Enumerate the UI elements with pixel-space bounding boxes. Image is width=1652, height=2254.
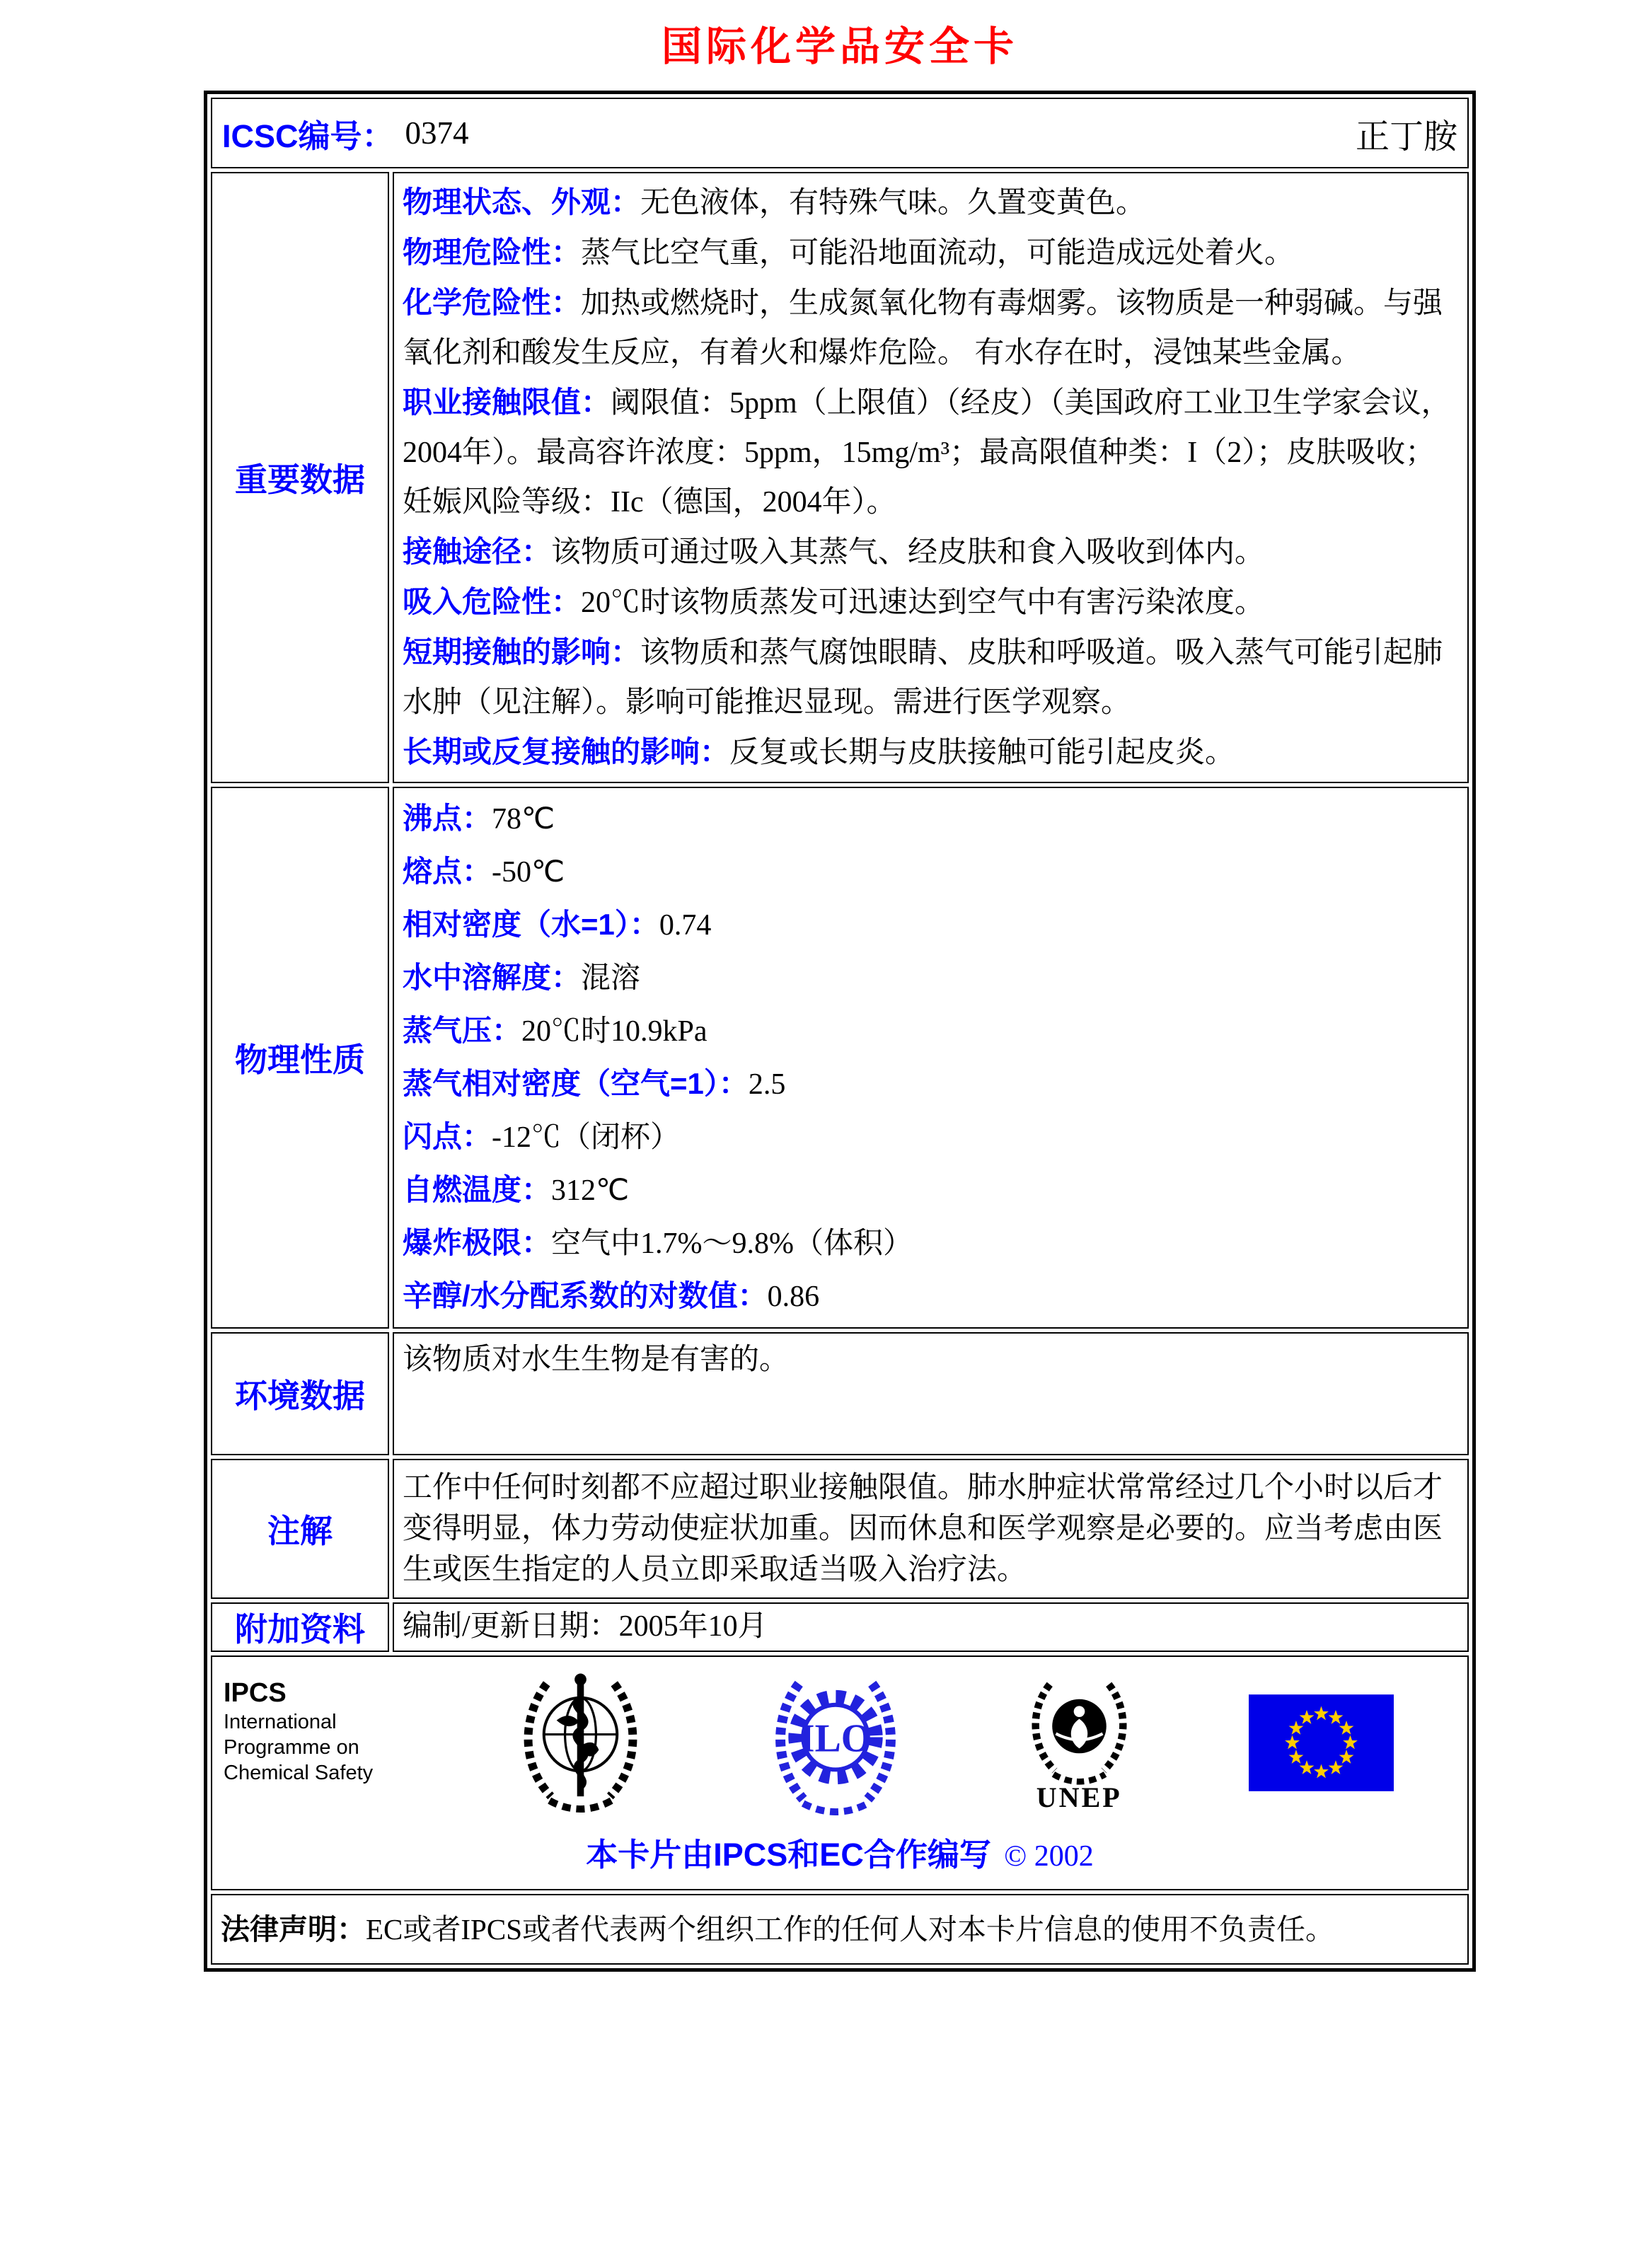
physical-property-item: 闪点：-12℃（闭杯） (403, 1120, 681, 1154)
page-title: 国际化学品安全卡 (662, 25, 1018, 69)
section-label-notes: 注解 (211, 1459, 389, 1599)
notes-content (393, 1459, 1469, 1599)
notes-text: 工作中任何时刻都不应超过职业接触限值。肺水肿症状常常经过几个小时以后才变得明显，体力劳动使症状加重。因而休息和医学观察是必要的。应当考虑由医生或医生指定的人员立即采取适当吸入治疗法。 (403, 1472, 1443, 1586)
copyright-text: © 2002 (1004, 1840, 1094, 1873)
ipcs-line: Programme on (224, 1736, 359, 1759)
physical-property-item: 相对密度（水=1）：0.74 (403, 908, 712, 942)
physical-property-item: 爆炸极限：空气中1.7%～9.8%（体积） (403, 1226, 913, 1260)
important-data-item: 物理状态、外观：无色液体，有特殊气味。久置变黄色。 (403, 185, 1146, 219)
legal-label: 法律声明： (221, 1913, 366, 1946)
physical-property-item: 蒸气压：20℃时10.9kPa (403, 1014, 707, 1048)
legal-text: EC或者IPCS或者代表两个组织工作的任何人对本卡片信息的使用不负责任。 (366, 1913, 1334, 1946)
icsc-number-label: ICSC编号： (222, 117, 394, 154)
credit-text: 本卡片由IPCS和EC合作编写 (586, 1837, 991, 1873)
ilo-letters: ILO (799, 1716, 872, 1761)
physical-property-item: 蒸气相对密度（空气=1）：2.5 (403, 1067, 786, 1101)
chemical-name: 正丁胺 (1355, 117, 1457, 156)
important-data-item: 物理危险性：蒸气比空气重，可能沿地面流动，可能造成远处着火。 (403, 236, 1295, 270)
icsc-table (204, 91, 1476, 1972)
physical-property-item: 水中溶解度：混溶 (403, 961, 641, 995)
ipcs-title: IPCS (224, 1678, 287, 1708)
unep-emblem-icon (1017, 1675, 1141, 1812)
logos-cell (211, 1655, 1469, 1890)
additional-info-content (393, 1602, 1469, 1652)
physical-property-item: 熔点：-50℃ (403, 855, 565, 889)
section-label-additional-info: 附加资料 (211, 1602, 389, 1652)
credit-line (212, 1829, 1467, 1875)
physical-property-item: 自燃温度：312℃ (403, 1173, 630, 1207)
notes-row (211, 1459, 1469, 1599)
section-label-physical-properties: 物理性质 (211, 787, 389, 1329)
physical-property-item: 沸点：78℃ (403, 802, 555, 836)
physical-properties-content (393, 787, 1469, 1329)
ipcs-line: Chemical Safety (224, 1762, 374, 1784)
physical-properties-row (211, 787, 1469, 1329)
icsc-number-value: 0374 (405, 115, 469, 151)
important-data-item: 职业接触限值：阈限值：5ppm（上限值）（经皮）（美国政府工业卫生学家会议，2004年）。最高容许浓度：5ppm，15mg/m³；最高限值种类：I（2）；皮肤吸收；妊娠风险等级：IIc（德国，2004年）。 (403, 386, 1451, 519)
important-data-item: 短期接触的影响：该物质和蒸气腐蚀眼睛、皮肤和呼吸道。吸入蒸气可能引起肺水肿（见注解）。影响可能推迟显现。需进行医学观察。 (403, 635, 1443, 719)
legal-cell (211, 1894, 1469, 1965)
important-data-row (211, 172, 1469, 783)
environmental-data-content (393, 1332, 1469, 1455)
additional-info-text: 编制/更新日期：2005年10月 (403, 1610, 768, 1643)
header-row (211, 98, 1469, 168)
ilo-emblem-icon (761, 1667, 910, 1819)
important-data-item: 化学危险性：加热或燃烧时，生成氮氧化物有毒烟雾。该物质是一种弱碱。与强氧化剂和酸发生反应，有着火和爆炸危险。 有水存在时，浸蚀某些金属。 (403, 286, 1443, 369)
environmental-data-row (211, 1332, 1469, 1455)
section-label-environmental-data: 环境数据 (211, 1332, 389, 1455)
ipcs-text-block (224, 1667, 400, 1786)
ipcs-line: International (224, 1711, 337, 1733)
logos-row (211, 1655, 1469, 1890)
header-cell (211, 98, 1469, 168)
who-emblem-icon (508, 1667, 653, 1819)
important-data-content (393, 172, 1469, 783)
section-label-important-data: 重要数据 (211, 172, 389, 783)
legal-row (211, 1894, 1469, 1965)
eu-flag-icon (1249, 1694, 1394, 1791)
environmental-data-text: 该物质对水生生物是有害的。 (403, 1343, 790, 1376)
physical-property-item: 辛醇/水分配系数的对数值：0.86 (403, 1279, 820, 1313)
unep-wordmark: UNEP (1036, 1781, 1122, 1813)
important-data-item: 接触途径：该物质可通过吸入其蒸气、经皮肤和食入吸收到体内。 (403, 535, 1265, 569)
additional-info-row (211, 1602, 1469, 1652)
important-data-item: 吸入危险性：20℃时该物质蒸发可迅速达到空气中有害污染浓度。 (403, 585, 1265, 619)
important-data-item: 长期或反复接触的影响：反复或长期与皮肤接触可能引起皮炎。 (403, 735, 1235, 769)
